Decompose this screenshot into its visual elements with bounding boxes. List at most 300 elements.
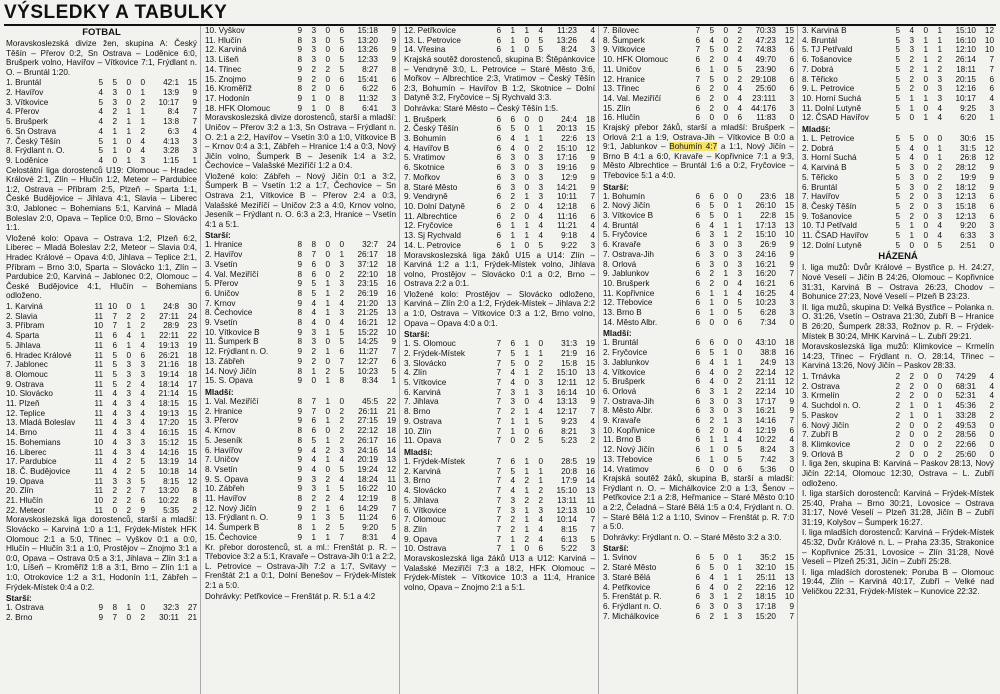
team-name: 12. Nový Jičín (205, 503, 257, 513)
stat-cell: 3 (538, 505, 543, 515)
stat-cell: 4 (937, 231, 942, 241)
team-name: 2. Slavia (6, 311, 38, 321)
stat-cell: 0 (524, 202, 529, 211)
stat-cell: 3 (126, 408, 131, 418)
stat-cell: 2 (510, 211, 515, 221)
stat-cell: 7 (496, 515, 501, 525)
stat-cell: 7 (112, 311, 117, 321)
team-name: 6. Nový Jičín (802, 420, 849, 430)
team-name: 8. Čechovice (205, 308, 253, 318)
stat-cell: 1 (723, 416, 728, 426)
stat-cell: 6 (695, 416, 700, 426)
stat-cell: 4 (538, 231, 543, 241)
score: 15:18 (357, 26, 378, 35)
table-row (603, 318, 794, 328)
team-name: 9. Ostrava (6, 379, 44, 389)
stat-cell: 2 (524, 476, 529, 486)
stat-cell: 0 (524, 35, 529, 45)
table-row (404, 153, 595, 163)
stat-cell: 0 (923, 201, 928, 211)
table-row (404, 515, 595, 525)
stat-cell: 1 (325, 288, 330, 298)
points: 4 (192, 126, 197, 136)
stat-cell: 2 (895, 391, 900, 401)
points: 9 (391, 55, 396, 65)
stat-cell: 7 (496, 397, 501, 407)
stat-cell: 3 (909, 182, 914, 192)
stat-cell: 0 (723, 55, 728, 65)
stat-cell: 2 (311, 347, 316, 357)
points: 7 (192, 117, 197, 127)
team-name: 6. Sn Ostrava (6, 126, 57, 136)
points: 23 (187, 321, 197, 331)
stat-cell: 0 (723, 201, 728, 211)
points: 9 (789, 406, 794, 416)
stat-cell: 0 (325, 103, 330, 113)
stat-cell: 6 (695, 582, 700, 592)
stat-cell: 7 (496, 436, 501, 446)
stat-cell: 6 (695, 230, 700, 240)
table-row (603, 104, 794, 114)
stat-cell: 5 (538, 45, 543, 55)
stat-cell: 4 (140, 379, 145, 389)
points: 0 (989, 430, 994, 440)
table-row (802, 411, 994, 421)
team-name: 10. Slovácko (6, 389, 53, 399)
stat-cell: 2 (937, 182, 942, 192)
stat-cell: 1 (325, 327, 330, 337)
stat-cell: 0 (126, 97, 131, 107)
score: 21:16 (158, 360, 179, 370)
stat-cell: 1 (909, 103, 914, 113)
score: 6:28 (760, 308, 776, 318)
table-row (802, 144, 994, 154)
stat-cell: 5 (538, 436, 543, 446)
team-name: 5. Vratimov (404, 153, 446, 163)
stat-cell: 3 (538, 378, 543, 388)
points: 10 (784, 386, 794, 396)
stat-cell: 1 (311, 532, 316, 542)
score: 32:7 (362, 240, 378, 250)
table-row (205, 504, 396, 514)
score: 13:20 (158, 486, 179, 496)
stat-cell: 4 (339, 455, 344, 465)
team-name: 2. Český Těšín (404, 124, 459, 134)
stat-cell: 7 (140, 486, 145, 496)
table-row (205, 513, 396, 523)
team-name: 8. Frýdlant n. O. (6, 146, 65, 156)
results-paragraph: Krajská soutěž žáků, skupina B, starší a mladší: Frýdlant n. O. – Michálkovice 2:0 a 1:3, Šenov – Petřkovice 2:1 a 2:8, Heřmanice – Staré Město 0:10 a 2:2, Čeladná – Staré Bělá 1:5 a 0:4, Frýdlant n. O. – Staré Bělá 1:2 a 1:10, Svinov – Frenštát p. R. 7:0 a 5:0. (603, 474, 794, 532)
stat-cell: 0 (723, 563, 728, 573)
standings-table (205, 397, 396, 543)
stat-cell: 6 (339, 347, 344, 357)
team-name: 4. Bruntál (802, 35, 838, 45)
table-row (404, 496, 595, 506)
team-name: 3. Přerov (205, 416, 239, 426)
stat-cell: 1 (909, 231, 914, 241)
stat-cell: 1 (140, 302, 145, 312)
team-name: 9. Orlová B (802, 449, 843, 459)
points: 16 (386, 435, 396, 445)
stat-cell: 4 (112, 447, 117, 457)
team-name: 5. Frenštát p. R. (603, 592, 662, 602)
stat-cell: 5 (895, 26, 900, 35)
score: 5:23 (561, 436, 577, 446)
team-name: 10. Vítkovice B (205, 327, 260, 337)
team-name: 13. Frýdlant n. O. (205, 513, 269, 523)
stat-cell: 11 (94, 408, 103, 418)
stat-cell: 2 (126, 486, 131, 496)
stat-cell: 6 (496, 143, 501, 153)
stat-cell: 6 (538, 544, 543, 554)
points: 5 (391, 366, 396, 376)
score: 29:108 (750, 74, 776, 84)
stat-cell: 1 (510, 544, 515, 554)
score: 15:41 (357, 74, 378, 84)
score: 31:5 (960, 143, 976, 153)
stat-cell: 11 (94, 360, 103, 370)
team-name: 9. Kravaře (603, 416, 641, 426)
points: 13 (386, 298, 396, 308)
team-name: 10. TJ Petřvald (802, 221, 857, 231)
stat-cell: 5 (895, 211, 900, 221)
stat-cell: 11 (94, 302, 103, 312)
stat-cell: 9 (297, 327, 302, 337)
table-row (603, 230, 794, 240)
team-name: 3. Jablunkov (603, 357, 649, 367)
score: 13:11 (557, 495, 577, 505)
team-name: 13. Brno B (603, 308, 642, 318)
results-paragraph: Dohrávky: Petřkovice – Frenštát p. R. 5:1 a 4:2 (205, 591, 376, 601)
stat-cell: 8 (339, 103, 344, 113)
stat-cell: 4 (112, 466, 117, 476)
stat-cell: 6 (311, 426, 316, 436)
team-name: 3. Krmelín (802, 391, 840, 401)
stat-cell: 6 (695, 454, 700, 464)
stat-cell: 6 (695, 386, 700, 396)
stat-cell: 6 (695, 35, 700, 45)
table-row (6, 302, 197, 312)
points: 15 (187, 408, 197, 418)
team-name: 21. Hlučín (6, 496, 43, 506)
score: 37:12 (357, 259, 378, 269)
score: 30:6 (960, 134, 976, 144)
score: 24:8 (163, 302, 179, 312)
table-row (404, 427, 595, 437)
stat-cell: 4 (140, 428, 145, 438)
score: 12:18 (556, 202, 577, 211)
stat-cell: 0 (709, 317, 714, 327)
stat-cell: 2 (524, 534, 529, 544)
stat-cell: 7 (695, 74, 700, 84)
score: 8:27 (362, 64, 378, 74)
stat-cell: 5 (895, 113, 900, 123)
stat-cell: 8 (297, 35, 302, 45)
team-name: 2. Karviná (404, 466, 441, 476)
team-name: 3. Slovácko (404, 358, 447, 368)
stat-cell: 2 (737, 377, 742, 387)
score: 24:16 (357, 445, 378, 455)
stat-cell: 0 (737, 338, 742, 348)
team-name: 20. Zlín (6, 486, 34, 496)
stat-cell: 0 (723, 259, 728, 269)
points: 3 (789, 308, 794, 318)
stat-cell: 1 (737, 563, 742, 573)
stat-cell: 2 (895, 449, 900, 459)
stat-cell: 4 (112, 437, 117, 447)
stat-cell: 4 (709, 377, 714, 387)
stat-cell: 2 (709, 103, 714, 113)
table-row (205, 240, 396, 250)
points: 15 (984, 134, 994, 144)
stat-cell: 7 (112, 612, 117, 622)
stat-cell: 9 (297, 455, 302, 465)
team-name: 5. Brušperk (603, 377, 645, 387)
stat-cell: 6 (695, 377, 700, 387)
score: 23:111 (752, 93, 776, 103)
score: 18:15 (158, 399, 179, 409)
score: 27:11 (159, 311, 179, 321)
score: 35:2 (760, 553, 776, 563)
team-name: 11. Kopřivnice (603, 288, 655, 298)
score: 23:6 (760, 191, 776, 201)
stat-cell: 0 (723, 464, 728, 474)
points: 18 (386, 259, 396, 269)
table-row (404, 417, 595, 427)
stat-cell: 10 (107, 302, 117, 312)
stat-cell: 7 (496, 387, 501, 397)
stat-cell: 9 (297, 445, 302, 455)
stat-cell: 6 (496, 172, 501, 182)
team-name: 15. Zlín (603, 103, 631, 113)
score: 16:21 (357, 318, 378, 328)
stat-cell: 2 (311, 356, 316, 366)
table-row (6, 428, 197, 438)
stat-cell: 5 (311, 279, 316, 289)
table-row (802, 104, 994, 114)
score: 13:13 (556, 397, 577, 407)
score: 11:16 (557, 211, 577, 221)
points: 4 (590, 221, 595, 231)
stat-cell: 5 (311, 435, 316, 445)
points: 18 (784, 191, 794, 201)
stat-cell: 5 (339, 366, 344, 376)
stat-cell: 8 (297, 308, 302, 318)
stat-cell: 2 (325, 523, 330, 533)
stat-cell: 4 (112, 408, 117, 418)
points: 3 (789, 454, 794, 464)
stat-cell: 9 (297, 45, 302, 55)
table-row (205, 446, 396, 456)
stat-cell: 0 (524, 143, 529, 153)
team-name: 9. Vsetín (205, 318, 238, 328)
stat-cell: 6 (339, 84, 344, 94)
results-paragraph: Vložené kolo: Prostějov – Slovácko odloženo, Karviná – Zlín 2:0 a 1:2, Frýdek-Místek – Jihlava 2:2 a 1:0, Ostrava – Vítkovice 0:3 a 1:2, Brno volno, Opava – Opava 4:0 a 0:1. (404, 289, 595, 328)
score: 3:28 (163, 146, 179, 156)
standings-table (6, 302, 197, 515)
stat-cell: 3 (311, 35, 316, 45)
score: 74:83 (755, 45, 776, 55)
columns (4, 26, 998, 694)
points: 2 (989, 410, 994, 420)
score: 25:60 (755, 84, 776, 94)
team-name: 12. Dolní Lutyně (802, 240, 862, 250)
table-row (205, 270, 396, 280)
stat-cell: 3 (737, 240, 742, 250)
stat-cell: 6 (496, 163, 501, 173)
points: 15 (784, 26, 794, 35)
stat-cell: 9 (297, 532, 302, 542)
team-name: 12. Petřkovice (404, 26, 456, 35)
stat-cell: 0 (723, 396, 728, 406)
stat-cell: 4 (737, 288, 742, 298)
team-name: 7. Ostrava-Jih (603, 249, 654, 259)
stat-cell: 6 (496, 35, 501, 45)
results-paragraph: I. liga mužů: Dvůr Králové – Bystřice p. H. 24:27, Nové Veselí – Jičín B 24:26, Olomouc – Kopřivnice 31:31, Karviná B – Ostrava 26:23, Chodov – Bohunice 27:23, Nové Veselí – Plzeň B 23:23. (802, 263, 994, 302)
stat-cell: 5 (737, 298, 742, 308)
table-row (205, 337, 396, 347)
table-row (603, 279, 794, 289)
score: 10:22 (158, 496, 179, 506)
points: 13 (585, 134, 595, 144)
stat-cell: 5 (140, 466, 145, 476)
stat-cell: 9 (297, 298, 302, 308)
table-row (603, 94, 794, 104)
stat-cell: 3 (709, 396, 714, 406)
table-row (802, 153, 994, 163)
table-row (205, 484, 396, 494)
stat-cell: 0 (723, 64, 728, 74)
stat-cell: 1 (510, 45, 515, 55)
subheading: Mladší: (205, 387, 234, 397)
score: 12:13 (955, 211, 976, 221)
score: 10:23 (357, 366, 378, 376)
table-row (603, 445, 794, 455)
points: 2 (590, 436, 595, 446)
team-name: 6. Tošanovice (802, 55, 852, 65)
stat-cell: 0 (723, 211, 728, 220)
stat-cell: 3 (538, 192, 543, 202)
score: 19:24 (357, 464, 378, 474)
stat-cell: 7 (496, 495, 501, 505)
team-name: 4. Petřkovice (603, 582, 651, 592)
stat-cell: 0 (524, 124, 529, 134)
stat-cell: 6 (496, 124, 501, 134)
score: 68:31 (955, 381, 976, 391)
points: 4 (391, 532, 396, 542)
stat-cell: 0 (923, 103, 928, 113)
team-name: 5. Paskov (802, 410, 838, 420)
team-name: 5. Jihlava (404, 495, 439, 505)
stat-cell: 0 (325, 259, 330, 269)
stat-cell: 6 (496, 240, 501, 250)
score: 19:14 (158, 369, 179, 379)
stat-cell: 0 (723, 425, 728, 435)
table-row (6, 399, 197, 409)
stat-cell: 1 (909, 410, 914, 420)
stat-cell: 7 (496, 457, 501, 466)
stat-cell: 8 (297, 426, 302, 436)
team-name: 1. L. Petrovice (802, 134, 855, 144)
table-row (603, 612, 794, 622)
stat-cell: 2 (140, 612, 145, 622)
team-name: 7. Zubří B (802, 430, 838, 440)
stat-cell: 4 (510, 134, 515, 144)
stat-cell: 1 (723, 357, 728, 367)
score: 47:23 (755, 35, 776, 45)
stat-cell: 5 (895, 182, 900, 192)
stat-cell: 2 (909, 211, 914, 221)
score: 24:16 (755, 249, 776, 259)
stat-cell: 6 (695, 278, 700, 288)
points: 4 (989, 372, 994, 381)
points: 5 (391, 523, 396, 533)
table-row (6, 380, 197, 390)
points: 18 (386, 426, 396, 436)
team-name: 8. Klimkovice (802, 439, 851, 449)
stat-cell: 6 (112, 331, 117, 341)
stat-cell: 1 (538, 476, 543, 486)
team-name: 7. Mořkov (404, 172, 440, 182)
stat-cell: 5 (98, 136, 103, 146)
stat-cell: 3 (112, 88, 117, 98)
score: 25:11 (756, 572, 776, 582)
table-row (603, 397, 794, 407)
stat-cell: 2 (112, 496, 117, 506)
table-row (603, 36, 794, 46)
points: 3 (590, 426, 595, 436)
team-name: 14. Šumperk B (205, 523, 260, 533)
team-name: 19. Opava (6, 476, 44, 486)
stat-cell: 2 (140, 126, 145, 136)
stat-cell: 6 (311, 269, 316, 279)
results-paragraph: Moravskoslezská liga mužů: Klimkovice – Krmelín 14:23, Třinec – Frýdlant n. O. 28:14, Třinec – Karviná 13:26, Nový Jičín – Paskov 28:33. (802, 342, 994, 371)
table-row (603, 240, 794, 250)
stat-cell: 1 (140, 107, 145, 117)
points: 9 (789, 259, 794, 269)
team-name: 4. Suchdol n. O. (802, 401, 861, 411)
table-row (205, 455, 396, 465)
points: 6 (391, 513, 396, 523)
table-row (404, 349, 595, 359)
table-row (802, 173, 994, 183)
stat-cell: 2 (126, 457, 131, 467)
table-row (6, 88, 197, 98)
stat-cell: 4 (339, 318, 344, 328)
stat-cell: 0 (937, 381, 942, 391)
stat-cell: 4 (538, 515, 543, 525)
stat-cell: 0 (140, 603, 145, 613)
points: 0 (989, 240, 994, 250)
stat-cell: 3 (737, 406, 742, 416)
stat-cell: 9 (297, 64, 302, 74)
stat-cell: 4 (709, 220, 714, 230)
stat-cell: 11 (94, 428, 103, 438)
stat-cell: 4 (709, 367, 714, 377)
points: 6 (789, 55, 794, 65)
score: 11:83 (756, 113, 776, 123)
team-name: 3. Vsetín (205, 259, 238, 269)
stat-cell: 0 (923, 420, 928, 430)
stat-cell: 0 (538, 457, 543, 466)
stat-cell: 6 (737, 317, 742, 327)
stat-cell: 2 (895, 372, 900, 381)
stat-cell: 4 (98, 126, 103, 136)
results-paragraph: I. liga mladších dorostenců: Karviná – Frýdek-Místek 45:32, Dvůr Králové n. L. – Praha 23:35, Strakonice – Kopřivnice 25:31, Lovosice – Zlín 31:28, Nové Veselí – Plzeň 25:31, Jičín – Zubří 25:28. (802, 528, 994, 567)
score: 32:3 (163, 603, 179, 613)
table-row (6, 603, 197, 613)
table-row (603, 602, 794, 612)
